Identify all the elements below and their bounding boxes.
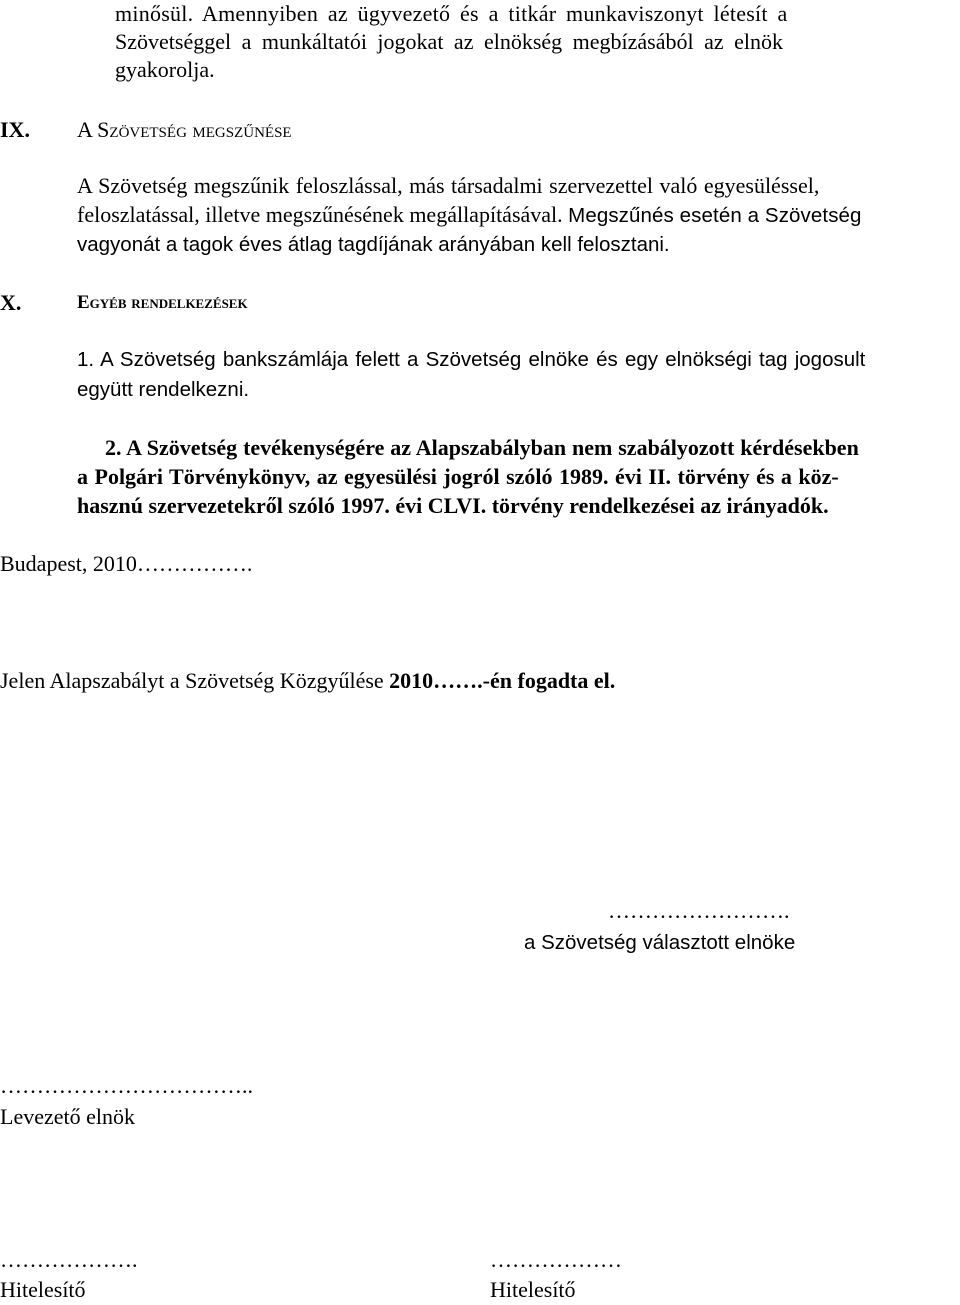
section-title: A Szövetség megszűnése — [77, 117, 292, 142]
signature-label-president: a Szövetség választott elnöke — [524, 931, 796, 954]
section-number: X. — [0, 290, 22, 315]
intro-line: Szövetséggel a munkáltatói jogokat az elnökség megbízásából az elnök — [115, 29, 784, 54]
section-title: Egyéb rendelkezések — [77, 292, 248, 313]
paragraph-line: 1. A Szövetség bankszámlája felett a Szövetség elnöke és egy elnökségi tag jogosult — [77, 348, 866, 371]
adoption-text: Jelen Alapszabályt a Szövetség Közgyűlése — [0, 668, 390, 693]
adoption-statement — [0, 666, 615, 696]
adoption-date: 2010…….-én fogadta el. — [389, 668, 616, 693]
signature-label-chair: Levezető elnök — [0, 1104, 135, 1129]
paragraph-line: 2. A Szövetség tevékenységére az Alapszabályban nem szabályozott kérdésekben — [105, 435, 859, 460]
body-line: vagyonát a tagok éves átlag tagdíjának arányában kell felosztani. — [77, 233, 670, 256]
body-segment: feloszlatással, illetve megszűnésének megállapításával. — [77, 202, 563, 227]
paragraph-line: hasznú szervezetekről szóló 1997. évi CLVI. törvény rendelkezései az irányadók. — [77, 493, 829, 518]
paragraph-2 — [77, 433, 957, 520]
signature-line-authenticator-2: ……………… — [490, 1247, 622, 1272]
paragraph-1 — [77, 345, 957, 405]
body-line: A Szövetség megszűnik feloszlással, más társadalmi szervezettel való egyesüléssel, — [77, 173, 820, 198]
intro-paragraph — [115, 0, 957, 84]
signature-label-authenticator-1: Hitelesítő — [0, 1277, 86, 1302]
signature-line-chair: …………………………….. — [0, 1073, 253, 1098]
body-segment: Megszűnés esetén a Szövetség — [568, 204, 862, 227]
section-body — [77, 171, 957, 259]
signature-line-president: ……………………. — [608, 898, 790, 923]
section-number: IX. — [0, 117, 30, 142]
place-date: Budapest, 2010……………. — [0, 551, 253, 576]
signature-line-authenticator-1: ………………. — [0, 1247, 138, 1272]
paragraph-line: együtt rendelkezni. — [77, 378, 250, 401]
intro-line: gyakorolja. — [115, 57, 215, 82]
body-line — [77, 200, 957, 230]
signature-label-authenticator-2: Hitelesítő — [490, 1277, 576, 1302]
intro-line: minősül. Amennyiben az ügyvezető és a titkár munkaviszonyt létesít a — [115, 1, 788, 26]
paragraph-line: a Polgári Törvénykönyv, az egyesülési jogról szóló 1989. évi II. törvény és a köz- — [77, 464, 839, 489]
